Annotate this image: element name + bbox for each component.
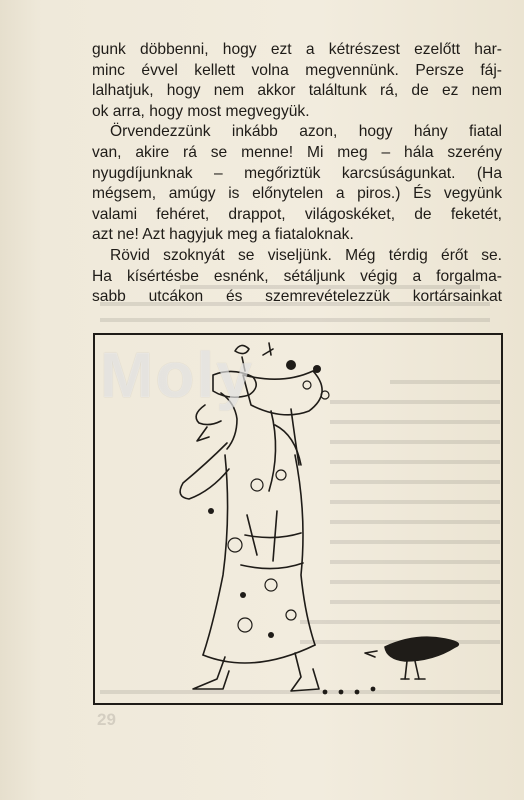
- text-line: Ha kísértésbe esnénk, sétáljunk végig a forgalma-: [92, 267, 502, 285]
- text-line: ok arra, hogy most megvegyük.: [92, 102, 310, 120]
- text-line: azt ne! Azt hagyjuk meg a fiataloknak.: [92, 226, 354, 244]
- text-line: van, akire rá se menne! Mi meg – hála szerény: [92, 143, 502, 161]
- text-line: Örvendezzünk inkább azon, hogy hány fiatal: [110, 123, 502, 141]
- text-line: gunk döbbenni, hogy ezt a kétrészest ezelőtt har-: [92, 41, 502, 58]
- text-line: lalhatjuk, hogy nem akkor találtunk rá, de ez nem: [92, 82, 502, 100]
- watermark: Moly: [100, 339, 254, 411]
- text-line: minc évvel kellett volna megvennünk. Persze fáj-: [92, 61, 502, 79]
- text-line: Rövid szoknyát se viseljünk. Még térdig érőt se.: [110, 246, 502, 264]
- woman-and-crow-drawing: [95, 335, 501, 703]
- body-text: [92, 40, 502, 308]
- text-line: mégsem, amúgy is előnytelen a piros.) És vegyünk: [92, 185, 502, 203]
- page-number: 29: [97, 710, 116, 729]
- text-line: sabb utcákon és szemrevételezzük kortársainkat: [92, 288, 502, 306]
- text-line: valami fehéret, drappot, világoskéket, de feketét,: [92, 205, 502, 223]
- text-line: nyugdíjunknak – megőriztük karcsúságunkat. (Ha: [92, 164, 502, 182]
- illustration-frame: [93, 333, 503, 705]
